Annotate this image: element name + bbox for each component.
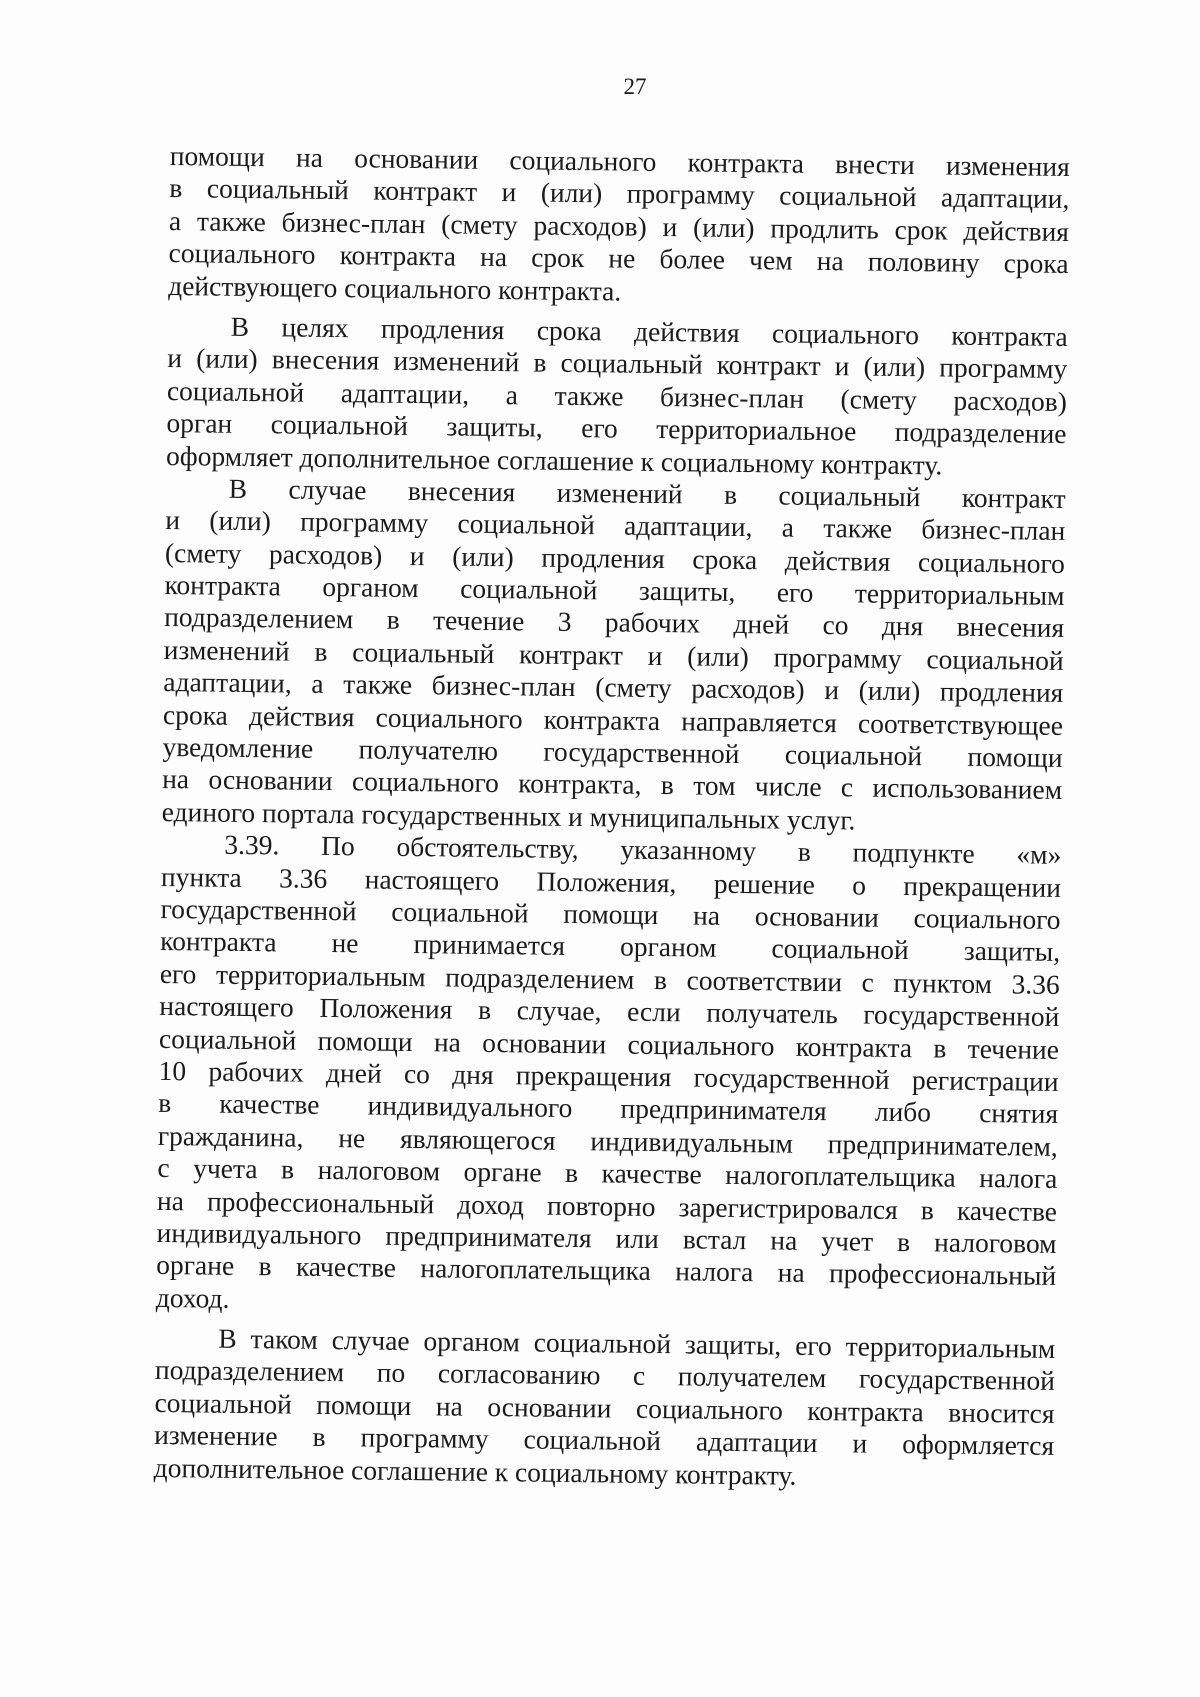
text-line: а также бизнес-план (смету расходов) и (или) продлить срок действия: [168, 204, 1070, 247]
text-line: адаптации, а также бизнес-план (смету расходов) и (или) продления: [163, 666, 1064, 709]
text-line: с учета в налоговом органе в качестве налогоплательщика налога: [157, 1152, 1058, 1195]
text-line: срока действия социального контракта направляется соответствующее: [162, 698, 1064, 741]
text-line: социальной помощи на основании социального контракта в течение: [158, 1022, 1060, 1065]
text-line: орган социальной защиты, его территориальное подразделение: [166, 407, 1067, 450]
text-line: В таком случае органом социальной защиты, его территориальным: [218, 1322, 1056, 1364]
text-line: и (или) внесения изменений в социальный контракт и (или) программу: [167, 342, 1068, 385]
text-line: в социальный контракт и (или) программу социальной адаптации,: [169, 172, 1070, 215]
document-body: [154, 140, 1070, 1495]
text-line: государственной социальной помощи на основании социального: [160, 892, 1061, 935]
paragraph-3-39: [156, 828, 1062, 1325]
paragraph-3: [162, 472, 1066, 839]
text-line: доход.: [155, 1281, 230, 1314]
text-line: органе в качестве налогоплательщика налога на профессиональный: [156, 1249, 1057, 1292]
text-line: в качестве индивидуального предпринимателя либо снятия: [158, 1087, 1059, 1130]
text-line: 3.39. По обстоятельству, указанному в подпункте «м»: [224, 828, 1062, 871]
text-line: (смету расходов) и (или) продления срока действия социального: [164, 536, 1066, 579]
text-line: действующего социального контракта.: [168, 269, 622, 307]
text-line: уведомление получателю государственной социальной помощи: [162, 730, 1063, 773]
text-line: настоящего Положения в случае, если получатель государственной: [159, 990, 1060, 1033]
text-line: помощи на основании социального контракта внести изменения: [169, 140, 1070, 182]
text-line: оформляет дополнительное соглашение к социальному контракту.: [165, 439, 943, 480]
text-line: и (или) программу социальной адаптации, а также бизнес-план: [165, 504, 1066, 547]
text-line: единого портала государственных и муниципальных услуг.: [161, 795, 856, 836]
text-line: изменение в программу социальной адаптации и оформляется: [153, 1419, 1055, 1462]
text-line: социальной помощи на основании социального контракта вносится: [154, 1386, 1055, 1429]
page-number: 27: [623, 74, 647, 99]
text-line: изменений в социальный контракт и (или) программу социальной: [163, 633, 1064, 676]
text-line: на основании социального контракта, в том числе с использованием: [162, 763, 1063, 806]
text-line: подразделением в течение 3 рабочих дней со дня внесения: [163, 601, 1065, 644]
text-line: его территориальным подразделением в соответствии с пунктом 3.36: [159, 957, 1060, 1000]
text-line: на профессиональный доход повторно зарегистрировался в качестве: [156, 1184, 1058, 1227]
text-line: контракта не принимается органом социальной защиты,: [160, 925, 1061, 968]
text-line: гражданина, не являющегося индивидуальным предпринимателем,: [157, 1119, 1058, 1162]
paragraph-2: [166, 310, 1068, 483]
text-line: В случае внесения изменений в социальный контракт: [228, 472, 1066, 514]
text-line: социального контракта на срок не более чем на половину срока: [168, 237, 1069, 280]
paragraph-1: [168, 140, 1070, 313]
text-line: В целях продления срока действия социального контракта: [230, 310, 1068, 352]
text-line: социальной адаптации, а также бизнес-план (смету расходов): [166, 374, 1068, 417]
text-line: пункта 3.36 настоящего Положения, решение о прекращении: [160, 860, 1062, 903]
text-line: контракта органом социальной защиты, его территориальным: [164, 569, 1065, 612]
text-line: дополнительное соглашение к социальному контракту.: [153, 1451, 797, 1491]
text-line: индивидуального предпринимателя или встал на учет в налоговом: [156, 1216, 1057, 1259]
text-line: 10 рабочих дней со дня прекращения государственной регистрации: [158, 1054, 1059, 1097]
text-line: подразделением по согласованию с получателем государственной: [154, 1354, 1056, 1397]
paragraph-5: [154, 1322, 1056, 1495]
